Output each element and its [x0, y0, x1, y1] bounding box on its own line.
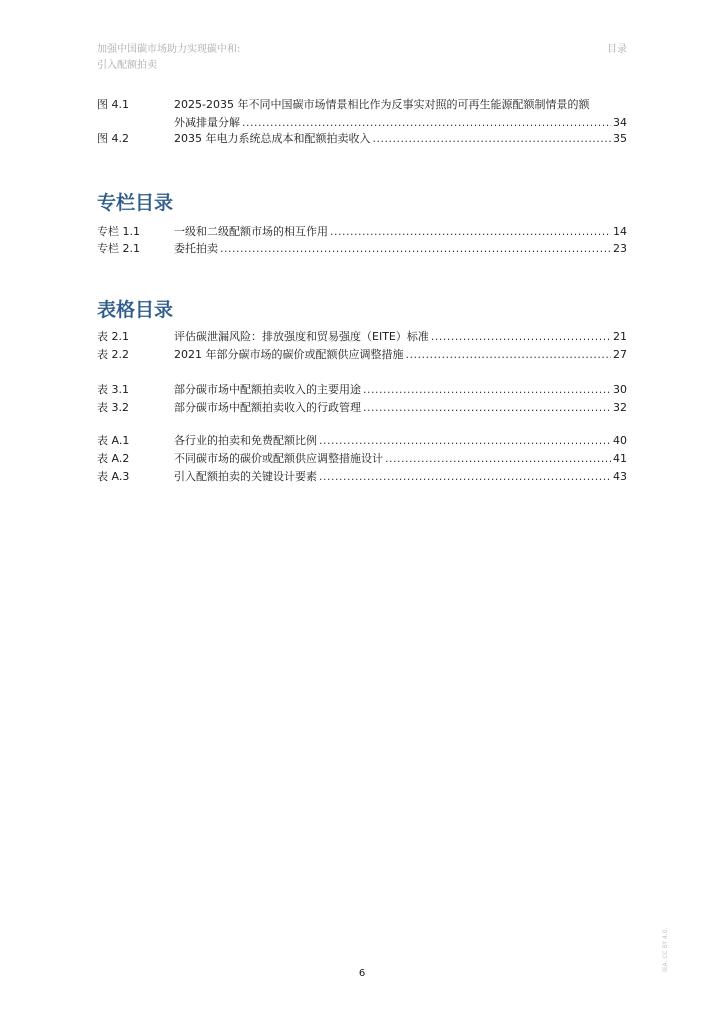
- entry-page-number: 41: [613, 452, 627, 465]
- toc-entry-table[interactable]: [97, 346, 627, 364]
- leader-dots: [431, 328, 611, 346]
- entry-page-number: 27: [613, 348, 627, 361]
- entry-label: 表 2.1: [97, 330, 129, 343]
- toc-entry-box[interactable]: [97, 223, 627, 241]
- toc-entry-box[interactable]: [97, 240, 627, 258]
- entry-title: 各行业的拍卖和免费配额比例: [174, 434, 317, 447]
- entry-title: 一级和二级配额市场的相互作用: [174, 225, 328, 238]
- toc-entry-table[interactable]: [97, 328, 627, 346]
- leader-dots: [330, 223, 611, 241]
- leader-dots: [319, 432, 611, 450]
- entry-label: 图 4.2: [97, 132, 129, 145]
- entry-page-number: 43: [613, 470, 627, 483]
- entry-title: 部分碳市场中配额拍卖收入的主要用途: [174, 383, 361, 396]
- entry-page-number: 21: [613, 330, 627, 343]
- entry-page-number: 32: [613, 401, 627, 414]
- leader-dots: [363, 381, 611, 399]
- entry-label: 图 4.1: [97, 98, 129, 111]
- license-watermark: IEA. CC BY 4.0.: [662, 927, 669, 972]
- page-number: 6: [358, 968, 366, 979]
- entry-title: 2021 年部分碳市场的碳价或配额供应调整措施: [174, 348, 404, 361]
- toc-entry-figure[interactable]: [97, 130, 627, 148]
- entry-label: 表 A.1: [97, 434, 130, 447]
- leader-dots: [373, 130, 612, 148]
- entry-page-number: 34: [613, 116, 627, 129]
- section-header: 目录: [607, 44, 627, 55]
- entry-title: 引入配额拍卖的关键设计要素: [174, 470, 317, 483]
- entry-label: 表 3.2: [97, 401, 129, 414]
- leader-dots: [220, 240, 611, 258]
- entry-page-number: 35: [613, 132, 627, 145]
- leader-dots: [406, 346, 612, 364]
- toc-entry-table[interactable]: [97, 381, 627, 399]
- leader-dots: [319, 468, 611, 486]
- entry-page-number: 30: [613, 383, 627, 396]
- entry-label: 表 3.1: [97, 383, 129, 396]
- entry-title: 委托拍卖: [174, 242, 218, 255]
- tables-section-title: 表格目录: [97, 299, 174, 321]
- leader-dots: [385, 450, 611, 468]
- running-header: [97, 42, 240, 74]
- toc-entry-table[interactable]: [97, 432, 627, 450]
- entry-label: 表 A.3: [97, 470, 130, 483]
- entry-label: 表 A.2: [97, 452, 130, 465]
- entry-title: 评估碳泄漏风险：排放强度和贸易强度（EITE）标准: [174, 330, 429, 343]
- running-header-line2: 引入配额拍卖: [97, 60, 157, 71]
- entry-title-continued: 外减排量分解: [174, 116, 240, 129]
- toc-entry-figure[interactable]: [97, 96, 627, 132]
- leader-dots: [363, 399, 611, 417]
- entry-label: 表 2.2: [97, 348, 129, 361]
- entry-label: 专栏 2.1: [97, 242, 140, 255]
- toc-entry-table[interactable]: [97, 468, 627, 486]
- entry-title: 不同碳市场的碳价或配额供应调整措施设计: [174, 452, 383, 465]
- entry-page-number: 23: [613, 242, 627, 255]
- entry-label: 专栏 1.1: [97, 225, 140, 238]
- toc-entry-table[interactable]: [97, 450, 627, 468]
- running-header-line1: 加强中国碳市场助力实现碳中和:: [97, 44, 241, 55]
- boxes-section-title: 专栏目录: [97, 192, 174, 214]
- entry-page-number: 40: [613, 434, 627, 447]
- entry-page-number: 14: [613, 225, 627, 238]
- entry-title: 2025-2035 年不同中国碳市场情景相比作为反事实对照的可再生能源配额制情景的额: [174, 98, 590, 111]
- entry-title: 2035 年电力系统总成本和配额拍卖收入: [174, 132, 371, 145]
- toc-entry-table[interactable]: [97, 399, 627, 417]
- entry-title: 部分碳市场中配额拍卖收入的行政管理: [174, 401, 361, 414]
